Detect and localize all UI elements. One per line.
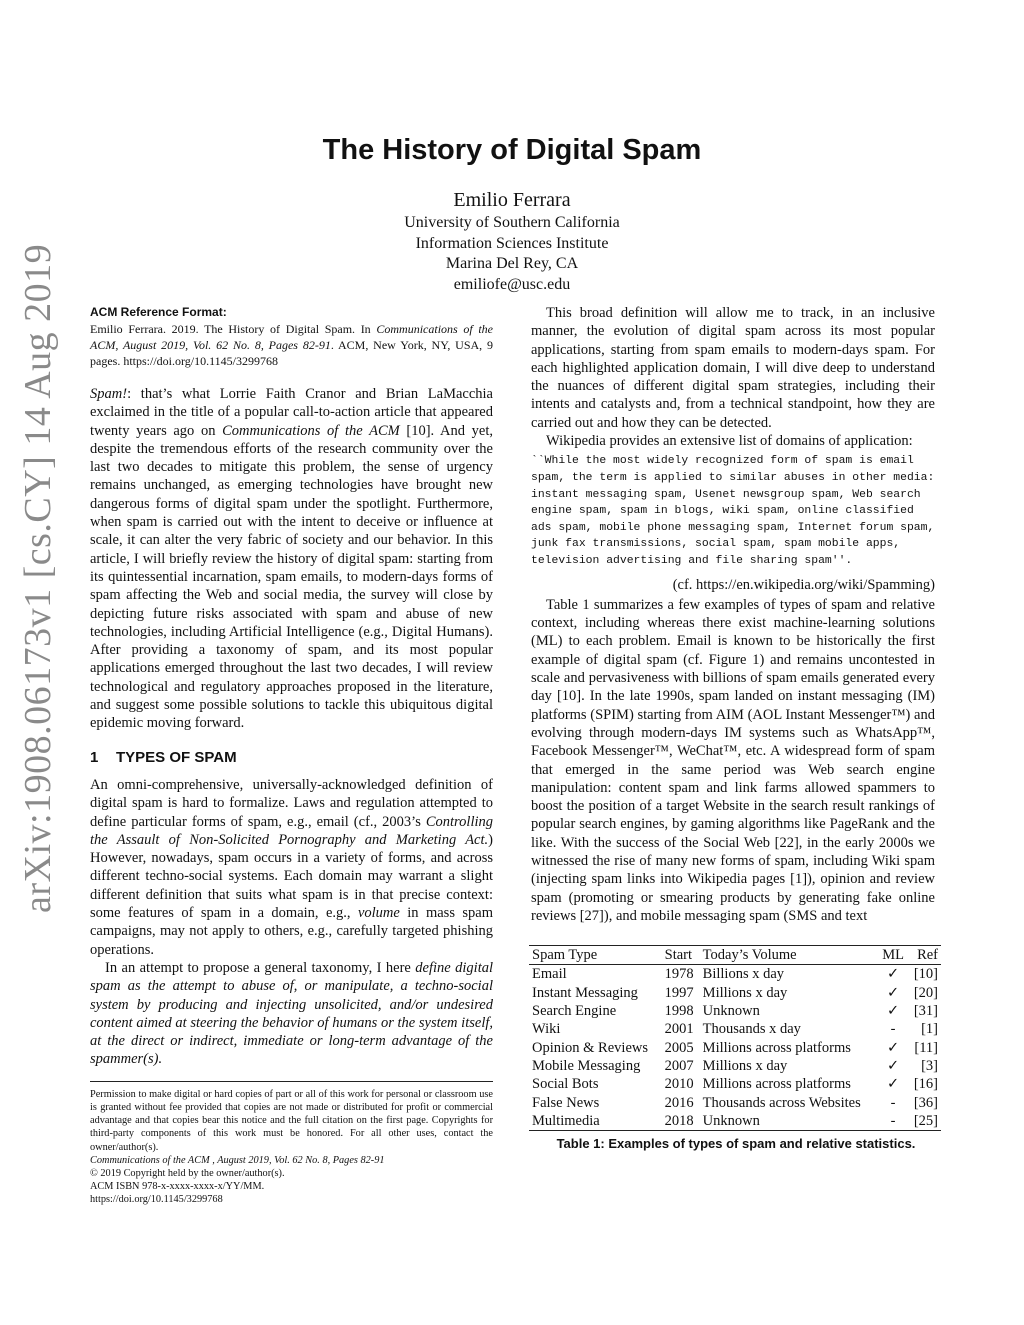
table-cell: 2010 bbox=[664, 1076, 694, 1093]
table-cell: Multimedia bbox=[532, 1112, 600, 1129]
footnote-divider bbox=[90, 1081, 493, 1082]
table-row bbox=[529, 1075, 941, 1093]
table-cell: Wiki bbox=[532, 1021, 561, 1038]
table-cell: [36] bbox=[913, 1094, 938, 1111]
footnote-copyright: © 2019 Copyright held by the owner/author(s). bbox=[90, 1167, 285, 1179]
table-cell: False News bbox=[532, 1094, 600, 1111]
right-column bbox=[531, 304, 938, 1153]
table-cell: ✓ bbox=[887, 1076, 900, 1093]
permission-notice: Permission to make digital or hard copies of part or all of this work for personal or classroom use is granted without fee provided that copies are not made or distributed for profit or commercial advantage and that copies bear this notice and the full citation on the first page. Copyrights for third-party components of this work must be honored. For all other uses, contact the owner/author(s). bbox=[90, 1088, 493, 1153]
table-cell: - bbox=[890, 1021, 896, 1038]
table-cell: [31] bbox=[913, 1003, 938, 1020]
table-header: Spam Type bbox=[532, 947, 598, 964]
table-cell: Opinion & Reviews bbox=[532, 1039, 648, 1056]
table-cell: 2001 bbox=[664, 1021, 694, 1038]
table-row bbox=[529, 1002, 941, 1020]
table-caption: Table 1: Examples of types of spam and relative statistics. bbox=[556, 1136, 916, 1152]
table-cell: [10] bbox=[913, 966, 938, 983]
table-cell: Thousands across Websites bbox=[702, 1094, 861, 1111]
section-heading-types-of-spam: 1 TYPES OF SPAM bbox=[90, 748, 237, 766]
footnote-doi[interactable]: https://doi.org/10.1145/3299768 bbox=[90, 1194, 223, 1206]
table-cell: Unknown bbox=[702, 1112, 760, 1129]
footnote-isbn: ACM ISBN 978-x-xxxx-xxxx-x/YY/MM. bbox=[90, 1181, 265, 1193]
table-row bbox=[529, 1020, 941, 1038]
author-name: Emilio Ferrara bbox=[453, 189, 571, 211]
table-cell: 1998 bbox=[664, 1003, 694, 1020]
table-cell: [1] bbox=[921, 1021, 938, 1038]
table-row bbox=[529, 1039, 941, 1057]
table-cell: Social Bots bbox=[532, 1076, 599, 1093]
table-cell: [11] bbox=[914, 1039, 938, 1056]
right-paragraph-2: Wikipedia provides an extensive list of domains of application: bbox=[546, 433, 913, 450]
permission-footnote bbox=[90, 1088, 493, 1207]
table-cell: [25] bbox=[913, 1112, 938, 1129]
table-cell: Search Engine bbox=[532, 1003, 617, 1020]
table-header: Start bbox=[664, 947, 693, 964]
table-cell: 2005 bbox=[664, 1039, 694, 1056]
left-column bbox=[90, 304, 493, 1207]
table-cell: ✓ bbox=[887, 1039, 900, 1056]
paper-title: The History of Digital Spam bbox=[322, 134, 702, 166]
author-block bbox=[0, 187, 1024, 295]
table-cell: - bbox=[890, 1112, 896, 1129]
table-cell: 2018 bbox=[664, 1112, 694, 1129]
table-cell: Unknown bbox=[702, 1003, 760, 1020]
table-cell: Mobile Messaging bbox=[532, 1057, 641, 1074]
table-cell: Thousands x day bbox=[702, 1021, 801, 1038]
table-row bbox=[529, 1094, 941, 1112]
table-cell: Millions across platforms bbox=[702, 1076, 851, 1093]
right-paragraph-3: Table 1 summarizes a few examples of types of spam and relative context, including whereas there exist machine-learning solutions (ML) to each problem. Email is known to be historically the first example of digital spam (cf. Figure 1) and remains uncontested in scale and pervasiveness with billions of spam emails generated every day [10]. In the late 1990s, spam landed on instant messaging (IM) platforms (SPIM) starting from AIM (AOL Instant Messenger™) and evolving through modern-days IM systems such as WhatsApp™, Facebook Messenger™, WeChat™, etc. A widespread form of spam that emerged in the same period was Web search engine manipulation: content spam and link farms allowed spammers to boost the position of a target Website in the search result rankings of popular search engines, by gaming algorithms like PageRank and the like. With the success of the Social Web [22], in the early 2000s we witnessed the rise of many new forms of spam, including Wiki spam (injecting spam links into Wikipedia pages [1]), opinion and review spam (promoting or smearing products by generating fake online reviews [27]), and mobile messaging spam (SMS and text bbox=[531, 596, 935, 924]
acm-reference-text: Emilio Ferrara. 2019. The History of Digital Spam. In Communications of the ACM, August 2019, Vol. 62 No. 8, Pages 82-91. ACM, New York, NY, USA, 9 pages. https://doi.org/10.1145/3299768 bbox=[90, 322, 494, 368]
table-row bbox=[529, 965, 941, 984]
table-cell: ✓ bbox=[887, 1057, 900, 1074]
table-cell: Instant Messaging bbox=[532, 984, 638, 1001]
author-email[interactable]: emiliofe@usc.edu bbox=[453, 275, 571, 293]
table-cell: Email bbox=[532, 966, 567, 983]
table-row bbox=[529, 1112, 941, 1131]
footnote-venue: Communications of the ACM , August 2019, Vol. 62 No. 8, Pages 82-91 bbox=[90, 1154, 385, 1166]
spam-types-table bbox=[529, 945, 941, 1131]
table-cell: - bbox=[890, 1094, 896, 1111]
arxiv-stamp: arXiv:1908.06173v1 [cs.CY] 14 Aug 2019 bbox=[17, 243, 59, 913]
table-cell: ✓ bbox=[887, 1003, 900, 1020]
table-header: Ref bbox=[917, 947, 938, 964]
table-cell: ✓ bbox=[887, 966, 900, 983]
section1-paragraph-2: In an attempt to propose a general taxonomy, I here define digital spam as the attempt to abuse of, or manipulate, a techno-social system by producing and injecting unsolicited, and/or undesired content aimed at steering the behavior of humans or the system itself, at the direct or indirect, immediate or long-term advantage of the spammer(s). bbox=[90, 959, 494, 1068]
acm-reference-heading: ACM Reference Format: bbox=[90, 305, 227, 319]
table-row bbox=[529, 1057, 941, 1075]
table-cell: Billions x day bbox=[702, 966, 785, 983]
table-row bbox=[529, 984, 941, 1002]
author-location: Marina Del Rey, CA bbox=[445, 255, 579, 272]
table-cell: Millions x day bbox=[702, 984, 788, 1001]
table-cell: Millions across platforms bbox=[702, 1039, 851, 1056]
wikipedia-quote: ``While the most widely recognized form of spam is email spam, the term is applied to similar abuses in other media: instant messaging spam, Usenet newsgroup spam, Web search engine spam, spam in blogs, wiki spam, online classified ads spam, mobile phone messaging spam, Internet forum spam, junk fax transmissions, social spam, spam mobile apps, television advertising and file sharing spam''. bbox=[531, 455, 935, 567]
table-cell: 1978 bbox=[664, 966, 694, 983]
table-header-row bbox=[529, 946, 941, 965]
wikipedia-citation[interactable]: (cf. https://en.wikipedia.org/wiki/Spamming) bbox=[672, 576, 935, 593]
table-cell: [16] bbox=[913, 1076, 938, 1093]
table-header: ML bbox=[882, 947, 904, 964]
author-affiliation-institute: Information Sciences Institute bbox=[415, 234, 609, 252]
table-cell: 2016 bbox=[664, 1094, 694, 1111]
table-cell: ✓ bbox=[887, 984, 900, 1001]
author-affiliation-university: University of Southern California bbox=[404, 214, 620, 231]
table-cell: 2007 bbox=[664, 1057, 694, 1074]
table-cell: 1997 bbox=[664, 984, 694, 1001]
table-cell: Millions x day bbox=[702, 1057, 788, 1074]
right-paragraph-1: This broad definition will allow me to track, in an inclusive manner, the evolution of digital spam across its most popular applications, starting from spam emails to modern-days spam. For each highlighted application domain, I will dive deep to understand the nuances of different digital spam strategies, including their intents and catalysts and, from a technical standpoint, how they are carried out and how they can be detected. bbox=[531, 305, 935, 431]
table-cell: [3] bbox=[921, 1057, 938, 1074]
table-header: Today’s Volume bbox=[702, 947, 797, 964]
intro-paragraph: Spam!: that’s what Lorrie Faith Cranor and Brian LaMacchia exclaimed in the title of a popular call-to-action article that appeared twenty years ago on Communications of the ACM [10]. And yet, despite the tremendous efforts of the research community over the last two decades to mitigate this problem, the sense of urgency remains unchanged, as emerging technologies have brought new dangerous forms of digital spam under the spotlight. Furthermore, when spam is carried out with the intent to deceive or influence at scale, it can alter the very fabric of society and our behavior. In this article, I will briefly review the history of digital spam: starting from its quintessential incarnation, spam emails, to modern-days forms of spam affecting the Web and social media, the survey will close by depicting future risks associated with spam and abuse of new technologies, including Artificial Intelligence (e.g., Digital Humans). After providing a taxonomy of spam, and its most popular applications emerged throughout the last two decades, I will review technological and regulatory approaches proposed in the literature, and suggest some possible solutions to tackle this ubiquitous digital epidemic moving forward. bbox=[90, 386, 493, 732]
section1-paragraph-1: An omni-comprehensive, universally-acknowledged definition of digital spam is hard to formalize. Laws and regulation attempted to define particular forms of spam, e.g., email (cf., 2003’s Controlling the Assault of Non-Solicited Pornography and Marketing Act.) However, nowadays, spam occurs in a variety of forms, and across different techno-social systems. Each domain may warrant a slight different definition that suits what spam is in that precise context: some features of spam in a domain, e.g., volume in mass spam campaigns, may not apply to others, e.g., carefully targeted phishing operations. bbox=[90, 776, 493, 958]
table-cell: [20] bbox=[913, 984, 938, 1001]
